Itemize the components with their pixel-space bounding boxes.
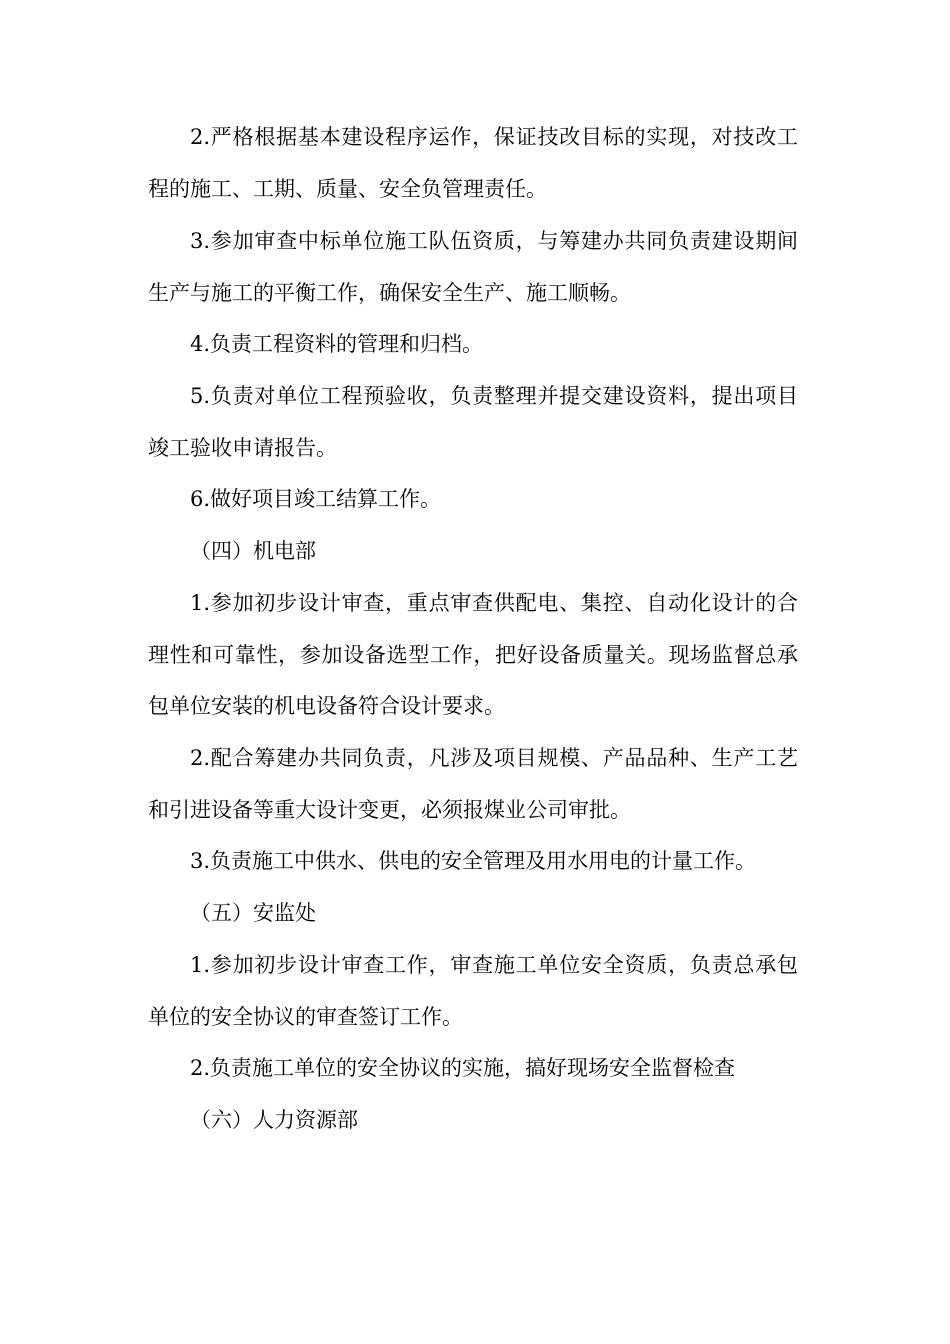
- section-heading-5: （五）安监处: [190, 901, 316, 925]
- paragraph-item-5-2: 2.负责施工单位的安全协议的实施，搞好现场安全监督检查: [190, 1056, 736, 1080]
- paragraph-item-6: 6.做好项目竣工结算工作。: [190, 487, 442, 511]
- paragraph-item-2: 2.严格根据基本建设程序运作，保证技改目标的实现，对技改工程的施工、工期、质量、安全负管理责任。: [148, 125, 798, 201]
- section-heading-6: （六）人力资源部: [190, 1108, 358, 1132]
- section-heading-4: （四）机电部: [190, 539, 316, 563]
- paragraph-item-4-3: 3.负责施工中供水、供电的安全管理及用水用电的计量工作。: [190, 849, 757, 873]
- paragraph-item-5: 5.负责对单位工程预验收，负责整理并提交建设资料，提出项目竣工验收申请报告。: [148, 384, 798, 460]
- paragraph-item-5-1: 1.参加初步设计审查工作，审查施工单位安全资质，负责总承包单位的安全协议的审查签订工作。: [148, 953, 798, 1029]
- paragraph-item-4-1: 1.参加初步设计审查，重点审查供配电、集控、自动化设计的合理性和可靠性，参加设备选型工作，把好设备质量关。现场监督总承包单位安装的机电设备符合设计要求。: [148, 591, 798, 719]
- paragraph-item-4-2: 2.配合筹建办共同负责，凡涉及项目规模、产品品种、生产工艺和引进设备等重大设计变更，必须报煤业公司审批。: [148, 746, 798, 822]
- paragraph-item-4: 4.负责工程资料的管理和归档。: [190, 332, 484, 356]
- paragraph-item-3: 3.参加审查中标单位施工队伍资质，与筹建办共同负责建设期间生产与施工的平衡工作，确保安全生产、施工顺畅。: [148, 229, 798, 305]
